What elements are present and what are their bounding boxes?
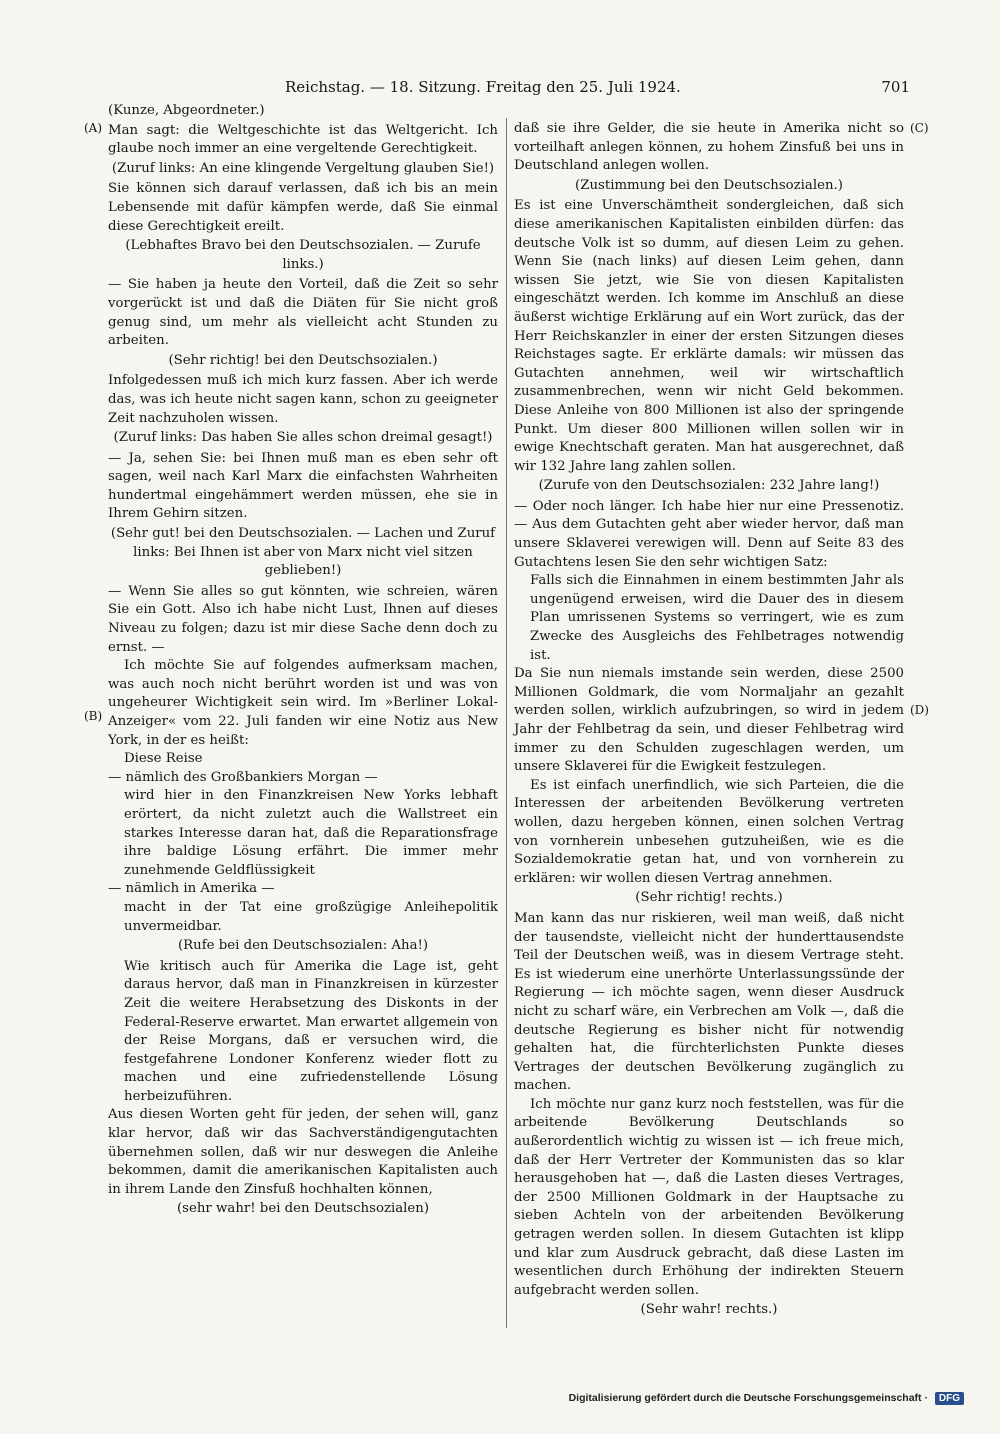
digitization-footer [569, 1392, 964, 1405]
column-divider [506, 118, 507, 1328]
right-column [514, 120, 904, 1322]
running-title: Reichstag. — 18. Sitzung. Freitag den 25. Juli 1924. [285, 78, 681, 96]
interjection: (Zurufe von den Deutschsozialen: 232 Jahre lang!) [538, 478, 880, 494]
interjection: (Sehr richtig! bei den Deutschsozialen.) [168, 352, 438, 368]
paragraph: Es ist einfach unerfindlich, wie sich Parteien, die die Interessen der arbeitenden Bevölkerung vertreten wollen, dazu hergeben können, einen solchen Vertrag von vornherein unbesehen gutzuheißen, wie es die Sozialdemokratie getan hat, und von vornherein zu erklären: wir wollen diesen Vertrag annehmen. [514, 777, 904, 886]
interjection: (Sehr richtig! rechts.) [635, 890, 783, 906]
interjection: (Zustimmung bei den Deutschsozialen.) [575, 177, 843, 193]
margin-marker-c: (C) [910, 121, 929, 135]
quote-aside: — nämlich in Amerika — [108, 881, 275, 897]
footer-text: Digitalisierung gefördert durch die Deutsche Forschungsgemeinschaft · [568, 1392, 928, 1404]
interjection: (Sehr gut! bei den Deutschsozialen. — Lachen und Zuruf links: Bei Ihnen ist aber von Marx nicht viel sitzen geblieben!) [110, 526, 496, 579]
interjection: (Sehr wahr! rechts.) [640, 1302, 778, 1318]
quote-block: wird hier in den Finanzkreisen New Yorks lebhaft erörtert, da nicht zuletzt auch die Wallstreet ein starkes Interesse daran hat, daß die Reparationsfrage ihre baldige Lösung erfährt. Die immer mehr zunehmende Geldflüssigkeit [124, 788, 498, 878]
paragraph: — Ja, sehen Sie: bei Ihnen muß man es eben sehr oft sagen, weil nach Karl Marx die einfachsten Wahrheiten hundertmal eingehämmert werden müssen, ehe sie in Ihrem Gehirn sitzen. [108, 450, 498, 522]
quote-block: Wie kritisch auch für Amerika die Lage ist, geht daraus hervor, daß man in Finanzkreisen in kürzester Zeit die weitere Herabsetzung des Diskonts in der Federal-Reserve erwartet. Man erwartet allgemein von der Reise Morgans, daß er versuchen wird, die festgefahrene Londoner Konferenz wieder flott zu machen und eine zufriedenstellende Lösung herbeizuführen. [124, 958, 498, 1104]
left-column [108, 102, 498, 1221]
running-header [110, 76, 910, 98]
margin-marker-a: (A) [84, 121, 103, 135]
paragraph: Es ist eine Unverschämtheit sondergleichen, daß sich diese amerikanischen Kapitalisten einbilden dürfen: das deutsche Volk ist so dumm, auf diesen Leim zu gehen. Wenn Sie (nach links) auf diesen Leim gehen, dann wissen Sie jetzt, wie Sie von diesen Kapitalisten eingeschätzt werden. Ich komme im Anschluß an diese äußerst wichtige Erklärung auf ein Wort zurück, das der Herr Reichskanzler in einer der ersten Sitzungen dieses Reichstages sagte. Er erklärte damals: wir müssen das Gutachten annehmen, weil wir wirtschaftlich zusammenbrechen, wenn wir nicht Geld bekommen. Diese Anleihe von 800 Millionen ist also der springende Punkt. Um dieser 800 Millionen willen sollen wir in ewige Knechtschaft geraten. Man hat ausgerechnet, daß wir 132 Jahre lang zahlen sollen. [514, 198, 904, 474]
paragraph: Man kann das nur riskieren, weil man weiß, daß nicht der tausendste, vielleicht nicht der hunderttausendste Teil der Deutschen weiß, was in diesem Vertrage steht. Es ist wiederum eine unerhörte Unterlassungssünde der Regierung — ich möchte sagen, wenn dieser Ausdruck nicht zu scharf wäre, ein Verbrechen am Volk —, daß die deutsche Regierung es bisher nicht für notwendig gehalten hat, die fürchterlichsten Punkte dieses Vertrages der deutschen Bevölkerung zugänglich zu machen. [514, 910, 904, 1094]
interjection: (Zuruf links: Das haben Sie alles schon dreimal gesagt!) [113, 430, 493, 446]
quote-block: Falls sich die Einnahmen in einem bestimmten Jahr als ungenügend erweisen, wird die Dauer des in diesem Plan umrissenen Systems so verringert, wie es zum Zwecke des Ausgleichs des Fehlbetrages notwendig ist. [530, 573, 904, 663]
quote-line: Diese Reise [124, 751, 203, 767]
quote-block: macht in der Tat eine großzügige Anleihepolitik unvermeidbar. [124, 899, 498, 934]
paragraph: Infolgedessen muß ich mich kurz fassen. Aber ich werde das, was ich heute nicht sagen kann, schon zu geeigneter Zeit nachzuholen wissen. [108, 373, 498, 426]
speaker-label: (Kunze, Abgeordneter.) [108, 103, 265, 118]
paragraph: — Oder noch länger. Ich habe hier nur eine Pressenotiz. — Aus dem Gutachten geht aber wieder hervor, daß man unsere Sklaverei verewigen will. Denn auf Seite 83 des Gutachtens lesen Sie den sehr wichtigen Satz: [514, 498, 904, 570]
interjection: (Zuruf links: An eine klingende Vergeltung glauben Sie!) [111, 160, 495, 176]
paragraph: — Sie haben ja heute den Vorteil, daß die Zeit so sehr vorgerückt ist und daß die Diäten für Sie nicht groß genug sind, um mehr als vielleicht acht Stunden zu arbeiten. [108, 277, 498, 349]
margin-marker-d: (D) [910, 703, 929, 717]
paragraph: — Wenn Sie alles so gut könnten, wie schreien, wären Sie ein Gott. Also ich habe nicht Lust, Ihnen auf dieses Niveau zu folgen; dazu ist mir diese Sache denn doch zu ernst. — [108, 583, 498, 655]
paragraph: Man sagt: die Weltgeschichte ist das Weltgericht. Ich glaube noch immer an eine vergeltende Gerechtigkeit. [108, 122, 498, 157]
interjection: (sehr wahr! bei den Deutschsozialen) [176, 1201, 430, 1217]
paragraph: daß sie ihre Gelder, die sie heute in Amerika nicht so vorteilhaft anlegen können, zu hohem Zinsfuß bei uns in Deutschland anlegen wollen. [514, 121, 904, 174]
dfg-logo: DFG [935, 1392, 964, 1405]
paragraph: Ich möchte Sie auf folgendes aufmerksam machen, was auch noch nicht berührt worden ist und was von ungeheurer Wichtigkeit sein wird. Im »Berliner Lokal-Anzeiger« vom 22. Juli fanden wir eine Notiz aus New York, in der es heißt: [108, 658, 498, 748]
interjection: (Rufe bei den Deutschsozialen: Aha!) [177, 938, 429, 954]
margin-marker-b: (B) [84, 709, 103, 723]
quote-aside: — nämlich des Großbankiers Morgan — [108, 769, 378, 785]
paragraph: Ich möchte nur ganz kurz noch feststellen, was für die arbeitende Bevölkerung Deutschlands so außerordentlich wichtig zu wissen ist — ich freue mich, daß der Herr Vertreter der Kommunisten das so klar herausgehoben hat —, daß die Lasten dieses Vertrages, der 2500 Millionen Goldmark in der Hauptsache zu sieben Achteln von der arbeitenden Bevölkerung getragen werden sollen. In diesem Gutachten ist klipp und klar zum Ausdruck gebracht, daß diese Lasten im wesentlichen durch Erhöhung der indirekten Steuern aufgebracht werden sollen. [514, 1096, 904, 1298]
page-number: 701 [881, 78, 910, 96]
paragraph: Da Sie nun niemals imstande sein werden, diese 2500 Millionen Goldmark, die vom Normaljahr an gezahlt werden sollen, wirklich aufzubringen, so wird in jedem Jahr der Fehlbetrag da sein, und dieser Fehlbetrag wird immer zu den Schulden zugeschlagen werden, um unsere Sklaverei für die Ewigkeit festzulegen. [514, 666, 904, 775]
interjection: (Lebhaftes Bravo bei den Deutschsozialen. — Zurufe links.) [125, 238, 481, 272]
paragraph: Sie können sich darauf verlassen, daß ich bis an mein Lebensende mit dafür kämpfen werde, daß Sie einmal diese Gerechtigkeit ereilt. [108, 181, 498, 234]
paragraph: Aus diesen Worten geht für jeden, der sehen will, ganz klar hervor, daß wir das Sachverständigengutachten übernehmen sollen, daß wir nur deswegen die Anleihe bekommen, damit die amerikanischen Kapitalisten auch in ihrem Lande den Zinsfuß hochhalten können, [108, 1107, 498, 1197]
